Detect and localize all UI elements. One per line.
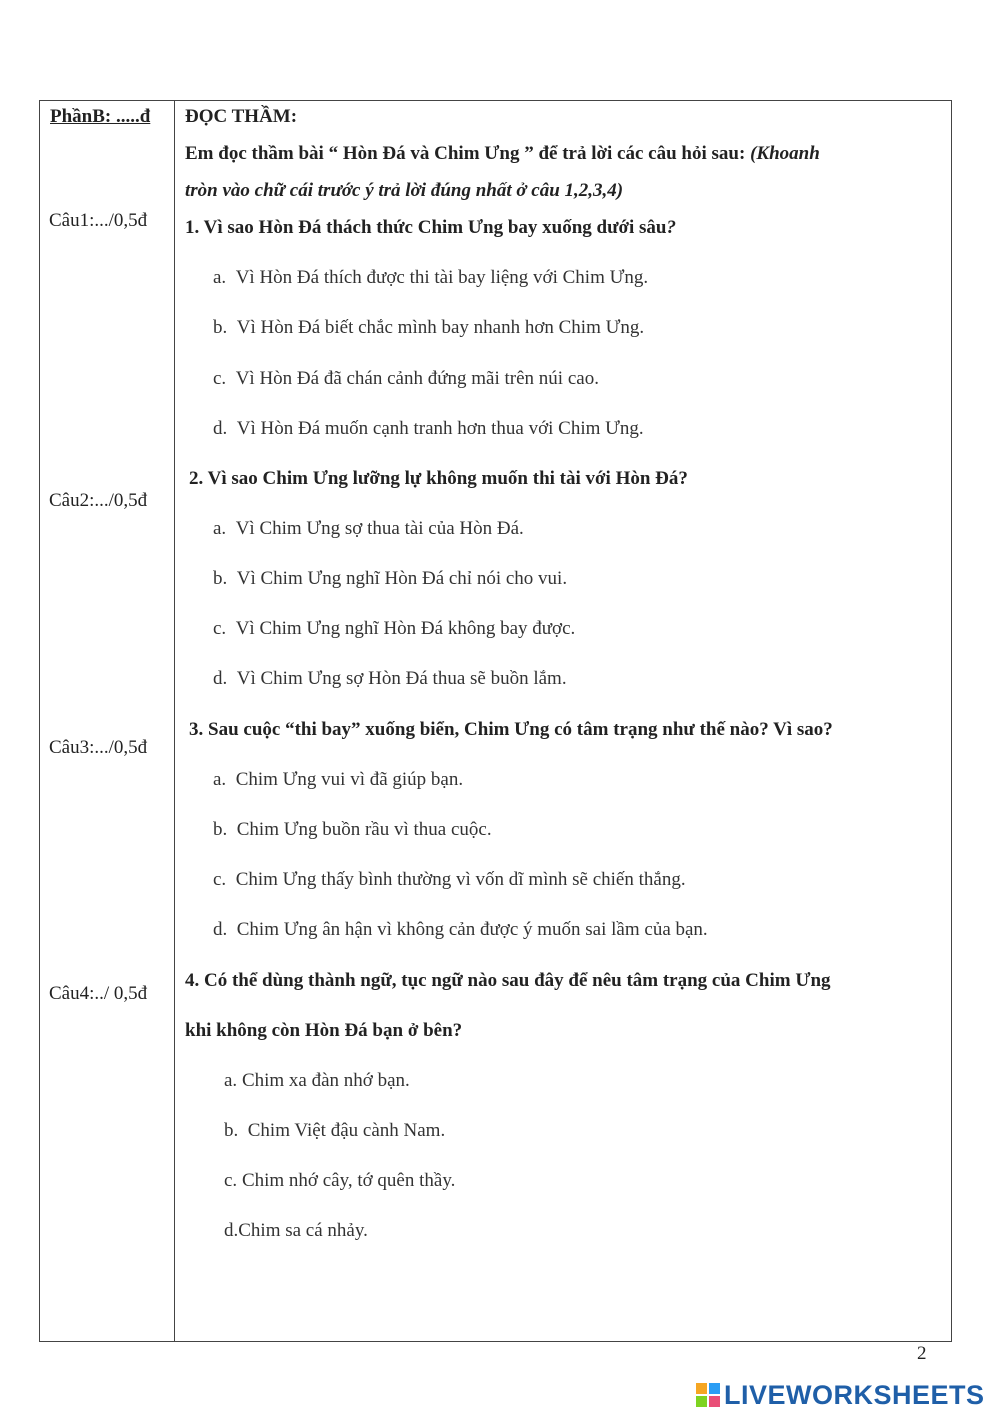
q1-option-c[interactable]: [213, 367, 599, 391]
option-text: Vì Chim Ưng sợ thua tài của Hòn Đá.: [235, 518, 524, 539]
section-title: ĐỌC THẦM:: [185, 106, 298, 127]
instructions-italic-1: (Khoanh: [750, 143, 820, 164]
q4-option-a[interactable]: [224, 1069, 410, 1093]
page-number: 2: [917, 1343, 927, 1364]
score-question-1: Câu1:.../0,5đ: [49, 210, 148, 231]
q2-option-c[interactable]: [213, 617, 575, 641]
option-letter: a.: [213, 267, 227, 288]
instructions-line-1: [185, 142, 820, 166]
option-letter: a.: [213, 769, 227, 790]
option-text: Chim Ưng ân hận vì không cản được ý muốn sai lầm của bạn.: [236, 919, 708, 940]
option-text: Chim Ưng vui vì đã giúp bạn.: [235, 769, 464, 790]
option-text: Vì Hòn Đá đã chán cảnh đứng mãi trên núi cao.: [235, 368, 599, 389]
worksheet-table: [39, 100, 952, 1342]
option-letter: c.: [213, 618, 227, 639]
part-b-header: PhầnB: .....đ: [50, 106, 151, 127]
option-text: Chim nhớ cây, tớ quên thầy.: [241, 1170, 456, 1191]
option-letter: b.: [213, 317, 228, 338]
liveworksheets-logo: [696, 1378, 985, 1412]
q1-option-b[interactable]: [213, 316, 644, 340]
score-question-2: Câu2:.../0,5đ: [49, 490, 148, 511]
q3-option-d[interactable]: [213, 918, 708, 942]
q2-option-a[interactable]: [213, 517, 524, 541]
instructions-line-2: [185, 179, 623, 203]
option-text: Chim Ưng buồn rầu vì thua cuộc.: [236, 819, 492, 840]
option-text: Chim Việt đậu cành Nam.: [247, 1120, 446, 1141]
column-divider: [174, 101, 175, 1341]
brand-text: LIVEWORKSHEETS: [724, 1379, 985, 1410]
option-text: Vì Chim Ưng nghĩ Hòn Đá chỉ nói cho vui.: [236, 568, 568, 589]
option-letter: d.: [213, 418, 228, 439]
question-1-mark: ?: [666, 217, 677, 238]
option-text: Vì Hòn Đá biết chắc mình bay nhanh hơn Chim Ưng.: [236, 317, 645, 338]
option-letter: a.: [224, 1070, 238, 1091]
question-4-line-1: 4. Có thể dùng thành ngữ, tục ngữ nào sau đây để nêu tâm trạng của Chim Ưng: [185, 970, 831, 991]
q1-option-a[interactable]: [213, 266, 648, 290]
option-text: Vì Hòn Đá muốn cạnh tranh hơn thua với Chim Ưng.: [236, 418, 644, 439]
option-letter: d.: [213, 668, 228, 689]
q4-option-b[interactable]: [224, 1119, 445, 1143]
q2-option-d[interactable]: [213, 667, 567, 691]
score-question-4: Câu4:../ 0,5đ: [49, 983, 148, 1004]
option-text: Vì Hòn Đá thích được thi tài bay liệng với Chim Ưng.: [235, 267, 649, 288]
option-letter: c.: [224, 1170, 238, 1191]
option-text: Vì Chim Ưng sợ Hòn Đá thua sẽ buồn lắm.: [236, 668, 567, 689]
option-text: Chim sa cá nhảy.: [238, 1220, 368, 1241]
option-letter: b.: [213, 568, 228, 589]
instructions-italic-2: tròn vào chữ cái trước ý trả lời đúng nhất ở câu 1,2,3,4): [185, 180, 624, 201]
option-letter: a.: [213, 518, 227, 539]
question-2: 2. Vì sao Chim Ưng lưỡng lự không muốn thi tài với Hòn Đá?: [189, 468, 688, 489]
option-letter: c.: [213, 869, 227, 890]
q2-option-b[interactable]: [213, 567, 567, 591]
option-text: Vì Chim Ưng nghĩ Hòn Đá không bay được.: [235, 618, 576, 639]
q3-option-a[interactable]: [213, 768, 463, 792]
option-text: Chim Ưng thấy bình thường vì vốn dĩ mình sẽ chiến thắng.: [235, 869, 686, 890]
question-1: [185, 216, 676, 240]
q3-option-b[interactable]: [213, 818, 492, 842]
q4-option-c[interactable]: [224, 1169, 455, 1193]
q4-option-d[interactable]: [224, 1219, 368, 1243]
option-letter: c.: [213, 368, 227, 389]
instructions-text: Em đọc thầm bài “ Hòn Đá và Chim Ưng ” để trả lời các câu hỏi sau:: [185, 143, 751, 164]
question-1-text: 1. Vì sao Hòn Đá thách thức Chim Ưng bay xuống dưới sâu: [185, 217, 667, 238]
score-question-3: Câu3:.../0,5đ: [49, 737, 148, 758]
liveworksheets-logo-icon: [696, 1383, 720, 1407]
option-letter: b.: [224, 1120, 239, 1141]
option-text: Chim xa đàn nhớ bạn.: [241, 1070, 410, 1091]
option-letter: b.: [213, 819, 228, 840]
option-letter: d.: [224, 1220, 239, 1241]
question-4-line-2: khi không còn Hòn Đá bạn ở bên?: [185, 1020, 463, 1041]
option-letter: d.: [213, 919, 228, 940]
q3-option-c[interactable]: [213, 868, 686, 892]
q1-option-d[interactable]: [213, 417, 644, 441]
question-3: 3. Sau cuộc “thi bay” xuống biển, Chim Ưng có tâm trạng như thế nào? Vì sao?: [189, 719, 833, 740]
